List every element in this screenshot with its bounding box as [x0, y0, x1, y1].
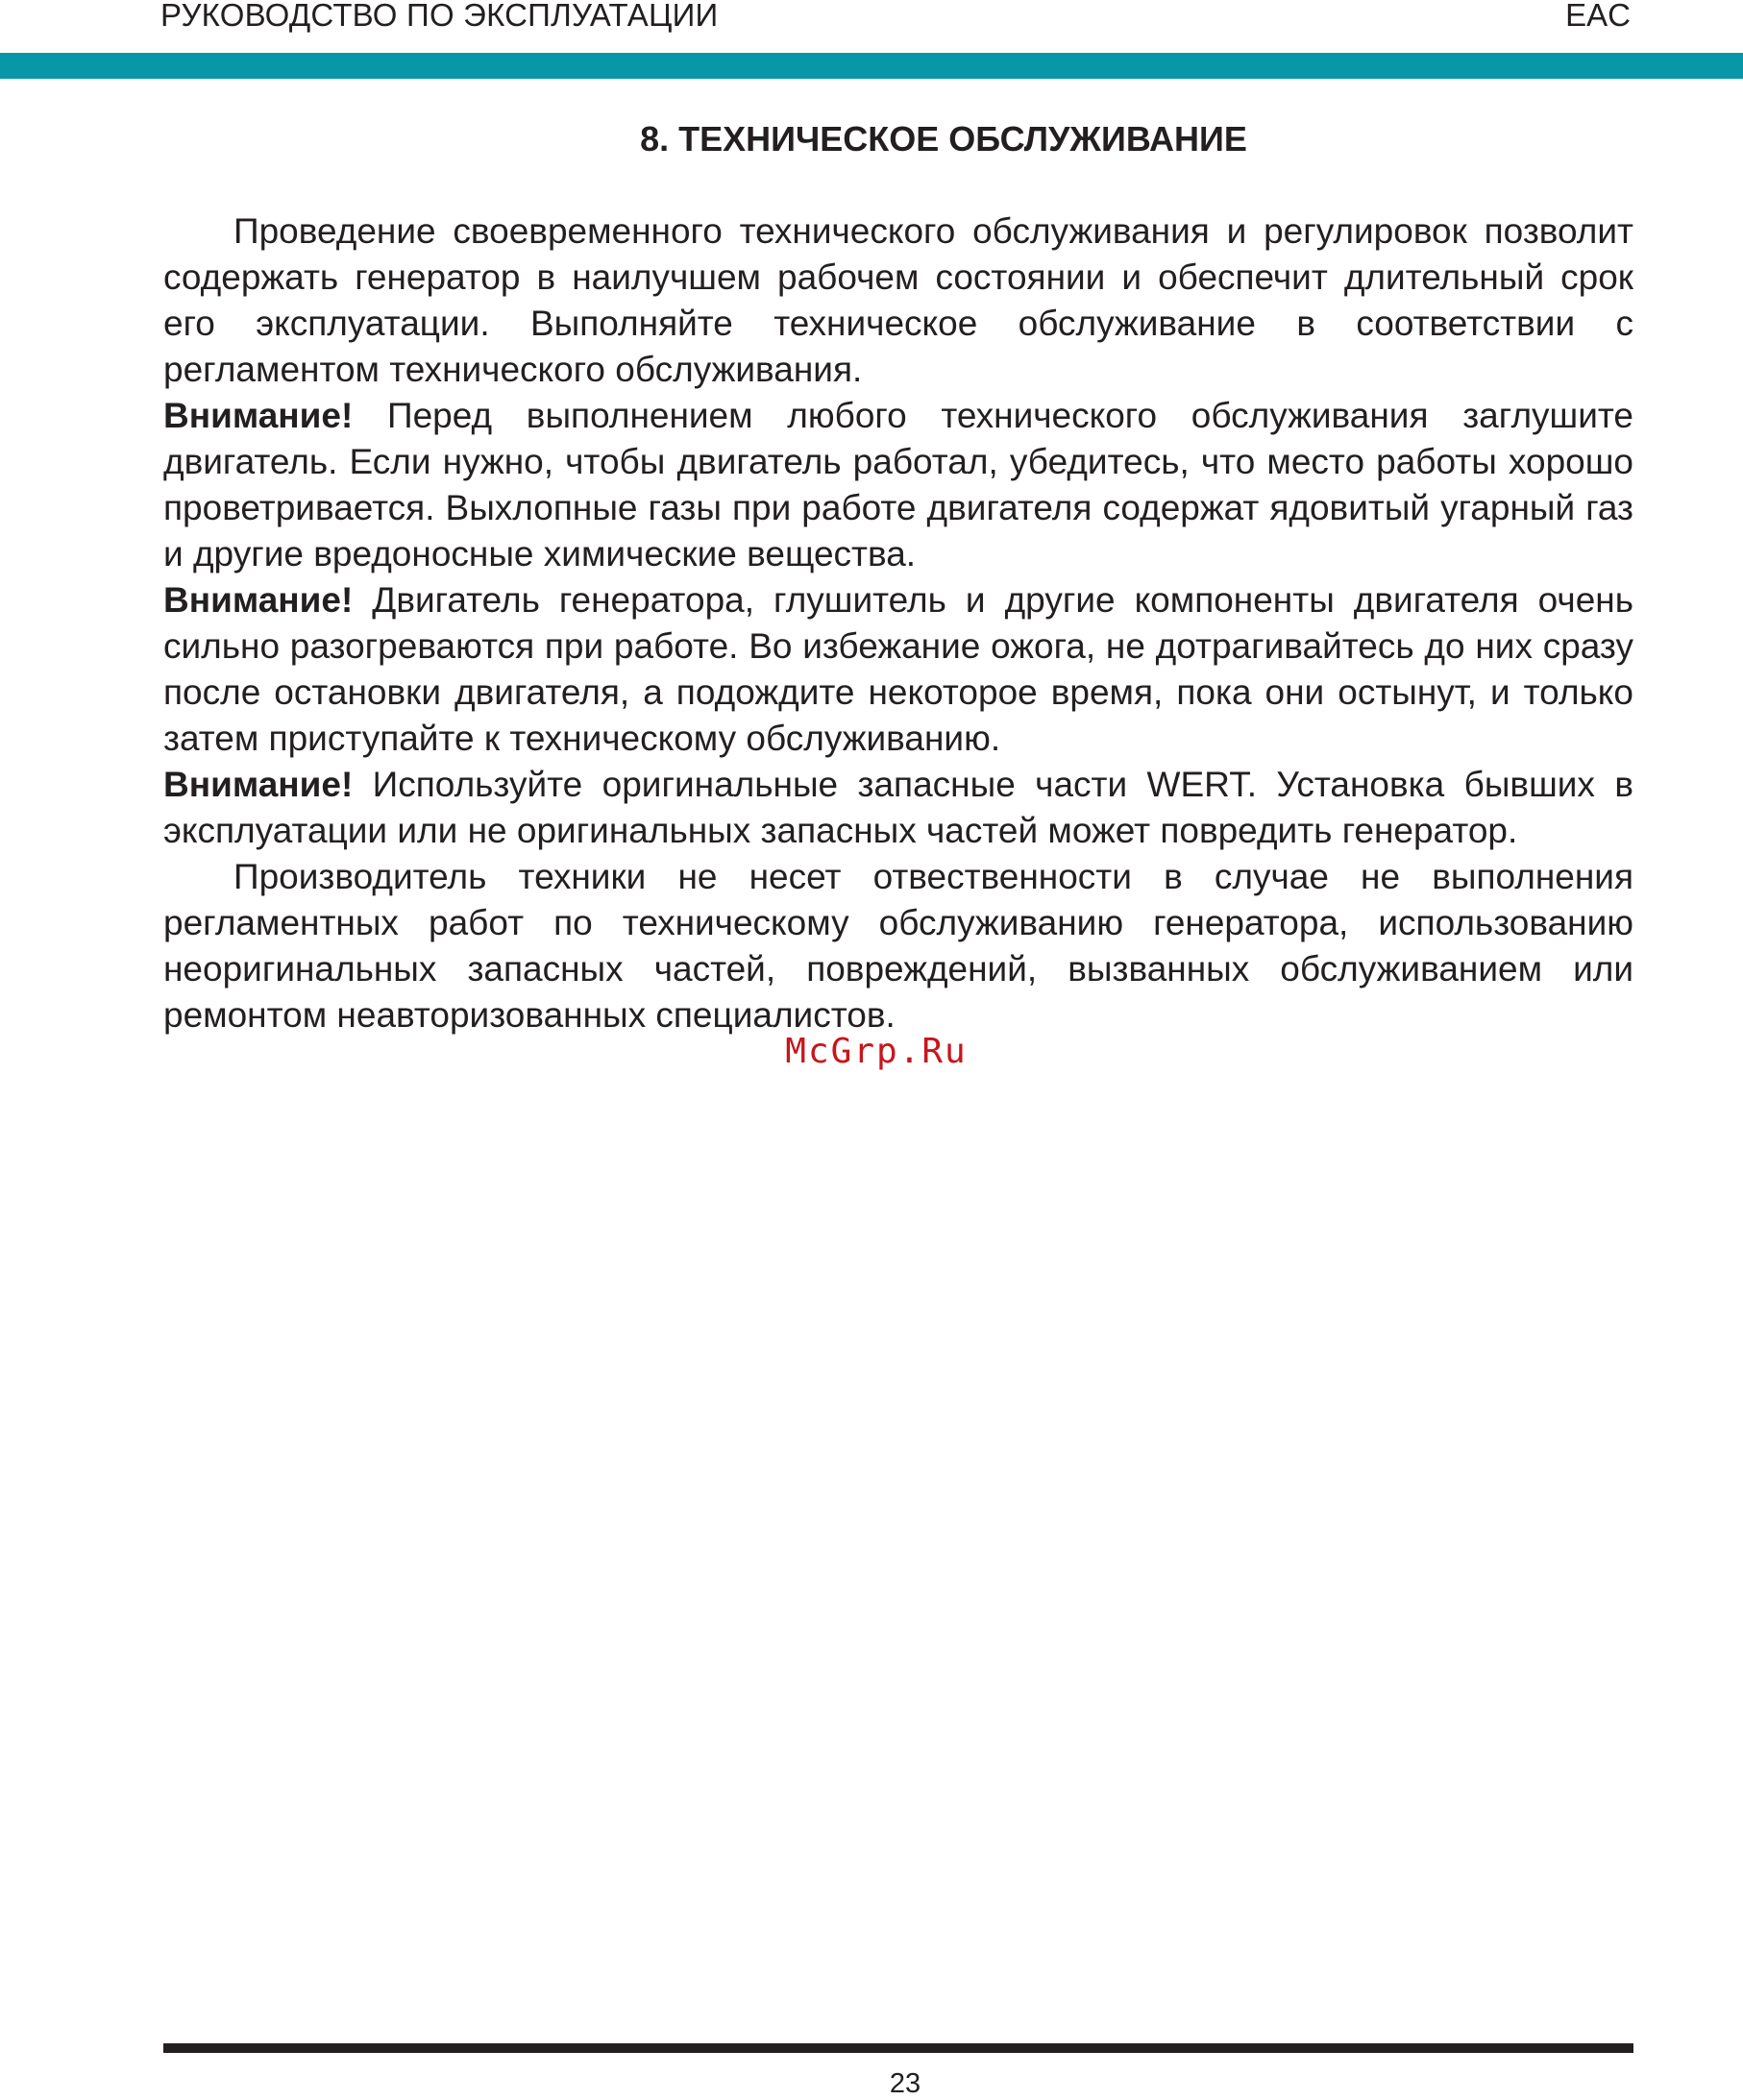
header-band — [0, 53, 1743, 79]
document-running-title: РУКОВОДСТВО ПО ЭКСПЛУАТАЦИИ — [160, 0, 719, 33]
footer-rule — [163, 2043, 1633, 2053]
warning-label: Внимание! — [163, 580, 354, 620]
section-body — [163, 208, 1633, 1038]
section-heading: 8. ТЕХНИЧЕСКОЕ ОБСЛУЖИВАНИЕ — [640, 119, 1247, 159]
watermark — [0, 1029, 1743, 1075]
page-number: 23 — [889, 2068, 921, 2099]
warning-text: Двигатель генератора, глушитель и другие компоненты двигателя очень сильно разогреваются при работе. Во избежание ожога, не дотрагивайтесь до них сразу после остановки двигателя, а подождите некоторое время, пока они остынут, и только затем приступайте к техническому обслуживанию. — [163, 580, 1633, 758]
warning-paragraph-original-parts — [163, 762, 1633, 854]
watermark-text: McGrp.Ru — [785, 1032, 968, 1071]
warning-label: Внимание! — [163, 765, 354, 804]
warning-text: Используйте оригинальные запасные части WERT. Установка бывших в эксплуатации или не оригинальных запасных частей может повредить генератор. — [163, 765, 1633, 850]
disclaimer-paragraph: Производитель техники не несет отвественности в случае не выполнения регламентных работ по техническому обслуживанию генератора, использованию неоригинальных запасных частей, повреждений, вызванных обслуживанием или ремонтом неавторизованных специалистов. — [163, 857, 1633, 1035]
warning-label: Внимание! — [163, 396, 354, 435]
warning-text: Перед выполнением любого технического обслуживания заглушите двигатель. Если нужно, чтобы двигатель работал, убедитесь, что место работы хорошо проветривается. Выхлопные газы при работе двигателя содержат ядовитый угарный газ и другие вредоносные химические вещества. — [163, 396, 1633, 574]
eac-mark: EAC — [1565, 0, 1631, 33]
warning-paragraph-hot-parts — [163, 577, 1633, 762]
warning-paragraph-engine-off — [163, 393, 1633, 577]
intro-paragraph: Проведение своевременного технического обслуживания и регулировок позволит содержать генератор в наилучшем рабочем состоянии и обеспечит длительный срок его эксплуатации. Выполняйте техническое обслуживание в соответствии с регламентом технического обслуживания. — [163, 211, 1633, 389]
